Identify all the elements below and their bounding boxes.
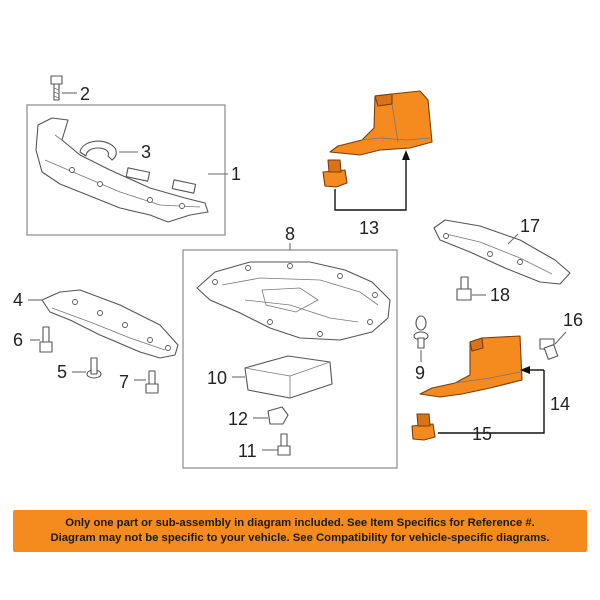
callout-7: 7 bbox=[119, 372, 130, 392]
upper-cover-panel bbox=[36, 118, 208, 222]
disclaimer-line-2: Diagram may not be specific to your vehicle. See Compatibility for vehicle-specific diagrams. bbox=[50, 532, 550, 544]
engine-under-cover-part-4 bbox=[42, 290, 178, 358]
callout-4: 4 bbox=[13, 290, 24, 310]
splash-shield-part-14 bbox=[420, 336, 522, 397]
callout-15: 15 bbox=[472, 424, 493, 444]
callout-5: 5 bbox=[57, 362, 68, 382]
bolt-part-18 bbox=[457, 277, 471, 300]
disclaimer-line-1: Only one part or sub-assembly in diagram included. See Item Specifics for Reference #. bbox=[65, 517, 535, 529]
callout-2: 2 bbox=[80, 84, 91, 104]
bolt-part-2 bbox=[51, 76, 62, 100]
callout-6: 6 bbox=[13, 330, 24, 350]
callout-14: 14 bbox=[550, 394, 571, 414]
engine-under-cover-part-8 bbox=[197, 262, 390, 340]
callout-1: 1 bbox=[231, 164, 242, 184]
callout-9: 9 bbox=[415, 363, 426, 383]
callout-18: 18 bbox=[490, 285, 511, 305]
callout-13: 13 bbox=[359, 218, 380, 238]
insulator-part-10 bbox=[245, 356, 332, 398]
bolt-part-16 bbox=[540, 339, 558, 359]
nut-part-12 bbox=[268, 407, 288, 424]
callout-12: 12 bbox=[228, 409, 249, 429]
bolt-part-11 bbox=[278, 434, 290, 455]
reinforcement-part-17 bbox=[434, 220, 570, 284]
callout-3: 3 bbox=[141, 142, 152, 162]
callout-17: 17 bbox=[520, 216, 541, 236]
splash-shield-part-13 bbox=[330, 91, 432, 155]
clip-part-15 bbox=[412, 414, 435, 440]
callout-11: 11 bbox=[238, 441, 257, 461]
callout-8: 8 bbox=[285, 224, 296, 244]
callout-10: 10 bbox=[207, 368, 228, 388]
bolt-part-6 bbox=[40, 327, 52, 352]
callout-16: 16 bbox=[563, 310, 584, 330]
clip-part-13 bbox=[323, 160, 347, 187]
clip-part-9 bbox=[414, 316, 428, 348]
screw-part-7 bbox=[146, 371, 158, 393]
disclaimer-banner bbox=[13, 510, 587, 552]
clip-part-5 bbox=[87, 358, 101, 378]
